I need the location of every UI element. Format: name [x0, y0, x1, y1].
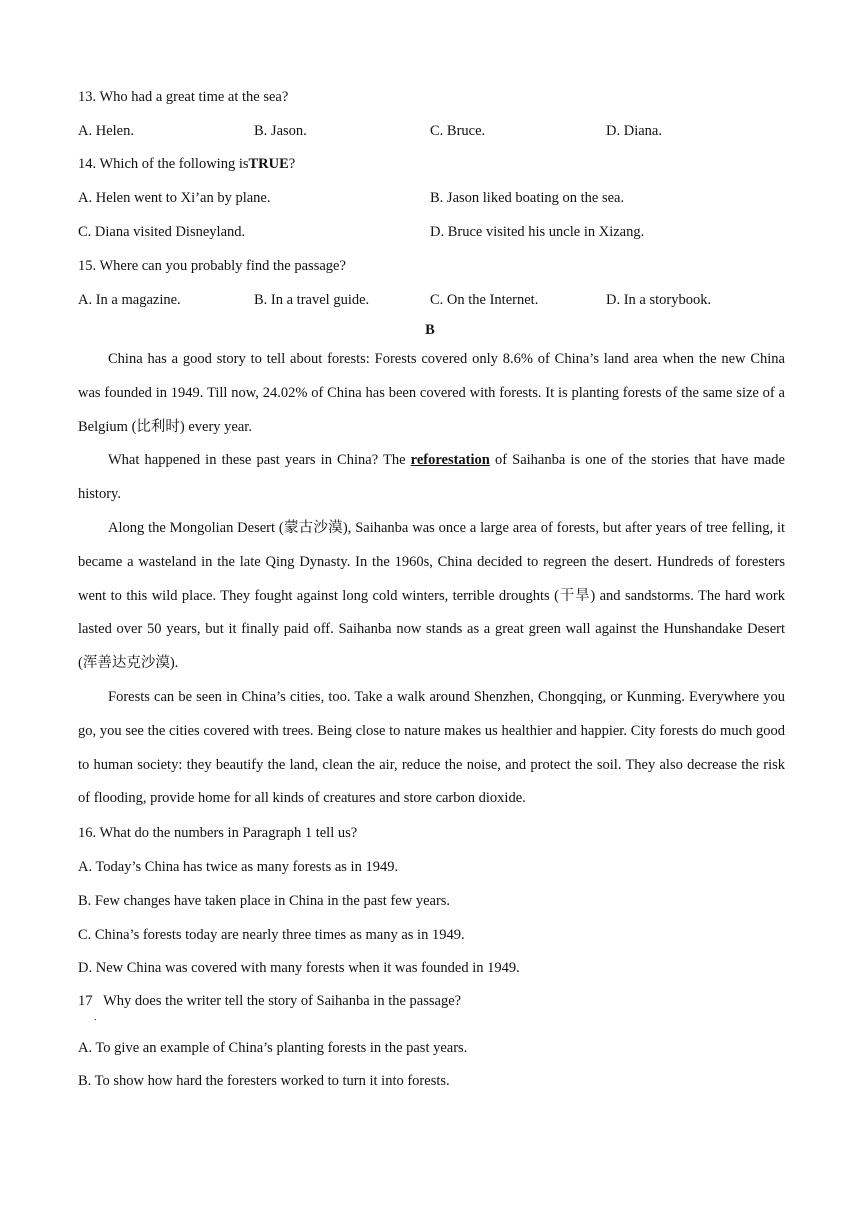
question-16: 16. What do the numbers in Paragraph 1 tell us? — [78, 825, 358, 841]
q17-option-b: B. To show how hard the foresters worked to turn it into forests. — [78, 1073, 450, 1089]
q16-option-c: C. China’s forests today are nearly three times as many as in 1949. — [78, 927, 465, 943]
q16-option-a: A. Today’s China has twice as many forests as in 1949. — [78, 859, 399, 875]
q14-option-c: C. Diana visited Disneyland. — [78, 224, 246, 240]
q16-option-b: B. Few changes have taken place in China in the past few years. — [78, 893, 451, 909]
keyword-reforestation: reforestation — [410, 452, 490, 468]
q15-option-a: A. In a magazine. — [78, 292, 181, 308]
question-14-emphasis: TRUE — [248, 156, 289, 172]
q13-option-c: C. Bruce. — [430, 123, 486, 139]
question-13: 13. Who had a great time at the sea? — [78, 89, 289, 105]
q13-option-d: D. Diana. — [606, 123, 662, 139]
paragraph-2-text-after: of Saihanba is one of the stories that have made history. — [78, 452, 785, 502]
q15-option-b: B. In a travel guide. — [254, 292, 370, 308]
question-14-prefix: 14. Which of the following is — [78, 156, 249, 172]
q14-option-a: A. Helen went to Xi’an by plane. — [78, 190, 271, 206]
question-14-suffix: ? — [288, 156, 296, 172]
question-17-mark: ． — [94, 1012, 104, 1022]
q13-option-b: B. Jason. — [254, 123, 307, 139]
q13-option-a: A. Helen. — [78, 123, 134, 139]
question-17: 17 Why does the writer tell the story of Saihanba in the passage? — [78, 993, 462, 1009]
q14-option-b: B. Jason liked boating on the sea. — [430, 190, 625, 206]
passage-paragraph-4: Forests can be seen in China’s cities, too. Take a walk around Shenzhen, Chongqing, or Kunming. Everywhere you go, you see the cities covered with trees. Being close to nature makes us healthier and happier. City forests do much good to human society: they beautify the land, clean the air, reduce the noise, and protect the soil. They also decrease the risk of flooding, provide home for all kinds of creatures and store carbon dioxide. — [78, 689, 785, 807]
passage-paragraph-3: Along the Mongolian Desert (蒙古沙漠), Saihanba was once a large area of forests, but after years of tree felling, it became a wasteland in the late Qing Dynasty. In the 1960s, China decided to regreen the desert. Hundreds of foresters went to this wild place. They fought against long cold winters, terrible droughts (干旱) and sandstorms. The hard work lasted over 50 years, but it finally paid off. Saihanba now stands as a great green wall against the Hunshandake Desert (浑善达克沙漠). — [78, 520, 785, 672]
paragraph-2-text-before: What happened in these past years in China? The — [108, 452, 411, 468]
q17-option-a: A. To give an example of China’s planting forests in the past years. — [78, 1040, 468, 1056]
q15-option-c: C. On the Internet. — [430, 292, 539, 308]
q14-option-d: D. Bruce visited his uncle in Xizang. — [430, 224, 645, 240]
passage-paragraph-1: China has a good story to tell about forests: Forests covered only 8.6% of China’s land area when the new China was founded in 1949. Till now, 24.02% of China has been covered with forests. It is planting forests of the same size of a Belgium (比利时) every year. — [78, 351, 785, 435]
question-14 — [78, 155, 295, 173]
q15-option-d: D. In a storybook. — [606, 292, 712, 308]
section-b-title: B — [425, 322, 435, 338]
passage-paragraph-2 — [78, 444, 785, 512]
question-15: 15. Where can you probably find the passage? — [78, 258, 346, 274]
q16-option-d: D. New China was covered with many forests when it was founded in 1949. — [78, 960, 520, 976]
